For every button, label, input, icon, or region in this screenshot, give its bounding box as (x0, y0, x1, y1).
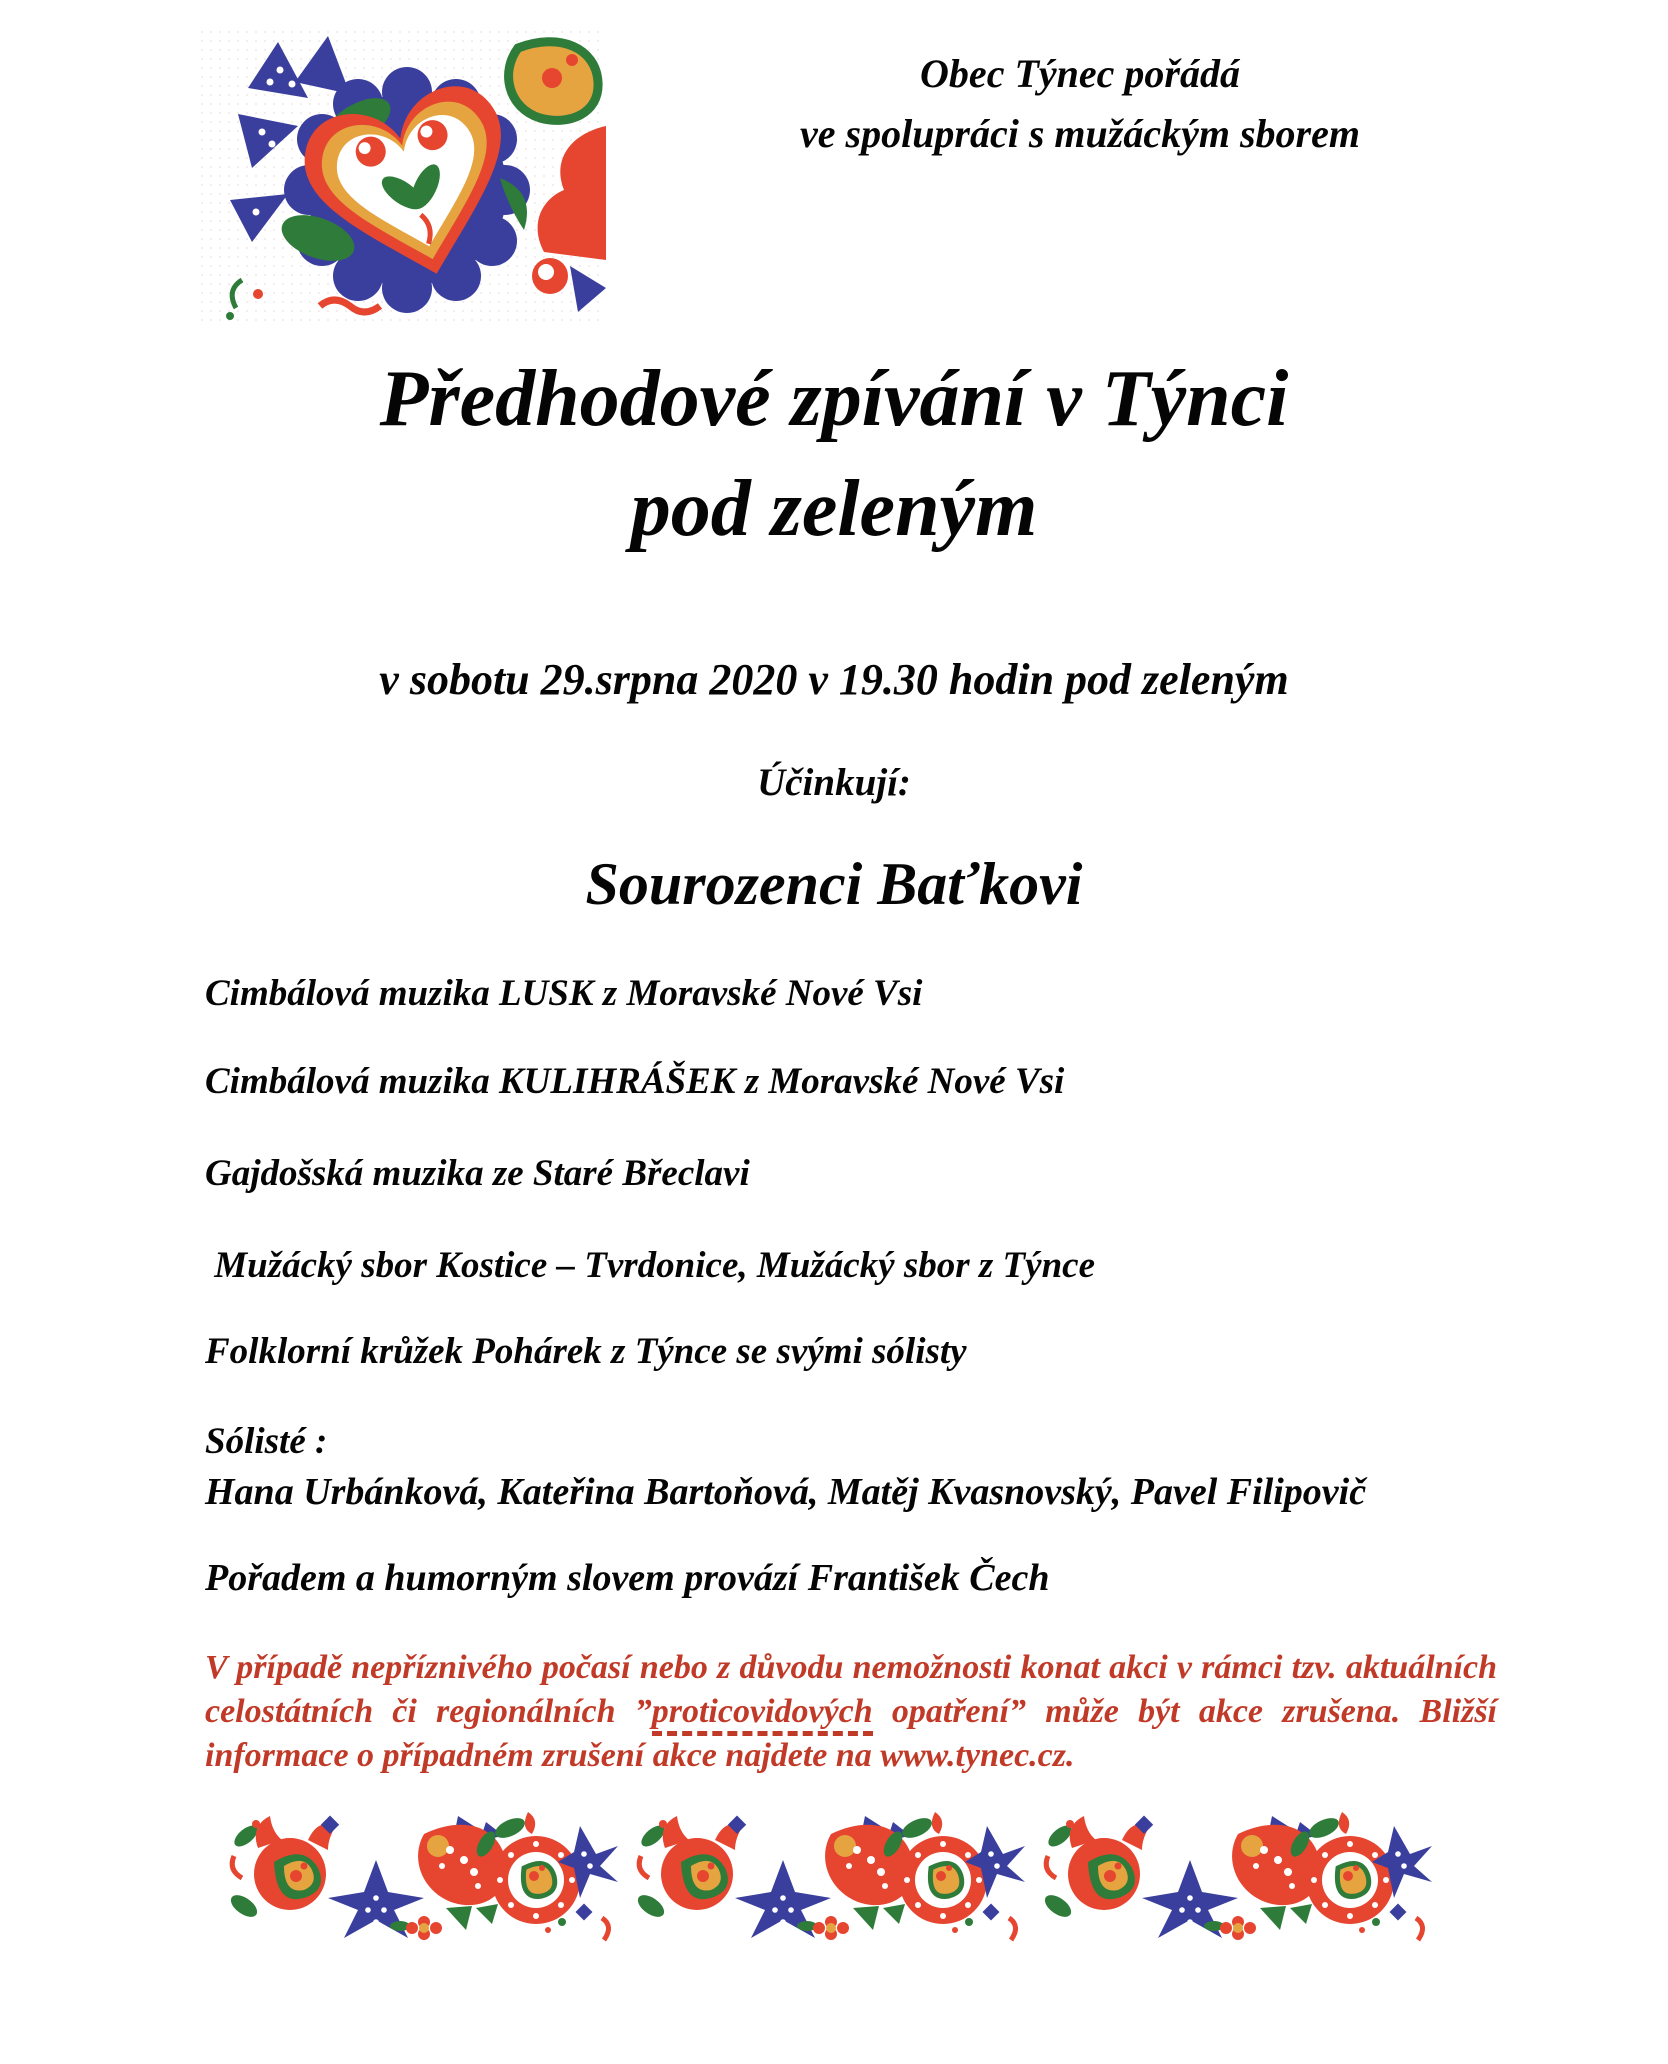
organizer-header (560, 44, 1600, 164)
performer-line-1: Cimbálová muzika LUSK z Moravské Nové Vsi (205, 973, 923, 1014)
organizer-line1: Obec Týnec pořádá (920, 51, 1240, 96)
event-title-line2: pod zeleným (630, 465, 1038, 553)
event-title (0, 344, 1668, 564)
host-line: Pořadem a humorným slovem provází František Čech (205, 1557, 1050, 1599)
performer-line-4: Mužácký sbor Kostice – Tvrdonice, Mužácký sbor z Týnce (205, 1245, 1095, 1286)
notice-text-after: opatření” může být akce zrušena. Bližší informace o případném zrušení akce najdete na www.tynec.cz. (205, 1693, 1497, 1774)
performers-heading: Účinkují: (757, 761, 911, 804)
performer-line-3: Gajdošská muzika ze Staré Břeclavi (205, 1153, 750, 1194)
notice-text-before: V případě nepříznivého počasí nebo z důvodu nemožnosti konat akci v rámci tzv. aktuálních celostátních či regionálních ” (205, 1649, 1497, 1730)
notice-underlined-word: proticovidových (652, 1693, 873, 1736)
folk-ornament-bottom-border-icon (228, 1810, 1432, 1943)
main-act-name: Sourozenci Baťkovi (585, 851, 1083, 917)
folk-border-svg (228, 1810, 1432, 1943)
folk-ornament-top-icon (200, 30, 606, 322)
event-datetime: v sobotu 29.srpna 2020 v 19.30 hodin pod zeleným (379, 655, 1289, 704)
cancellation-notice (205, 1646, 1497, 1778)
performer-line-5: Folklorní krůžek Pohárek z Týnce se svými sólisty (205, 1331, 967, 1372)
soloists-names: Hana Urbánková, Kateřina Bartoňová, Matěj Kvasnovský, Pavel Filipovič (205, 1471, 1367, 1513)
folk-ornament-top-svg (200, 30, 606, 322)
organizer-line2: ve spolupráci s mužáckým sborem (800, 111, 1360, 156)
soloists-label: Sólisté : (205, 1421, 328, 1462)
event-title-line1: Předhodové zpívání v Týnci (379, 355, 1289, 443)
performer-line-2: Cimbálová muzika KULIHRÁŠEK z Moravské Nové Vsi (205, 1061, 1065, 1102)
